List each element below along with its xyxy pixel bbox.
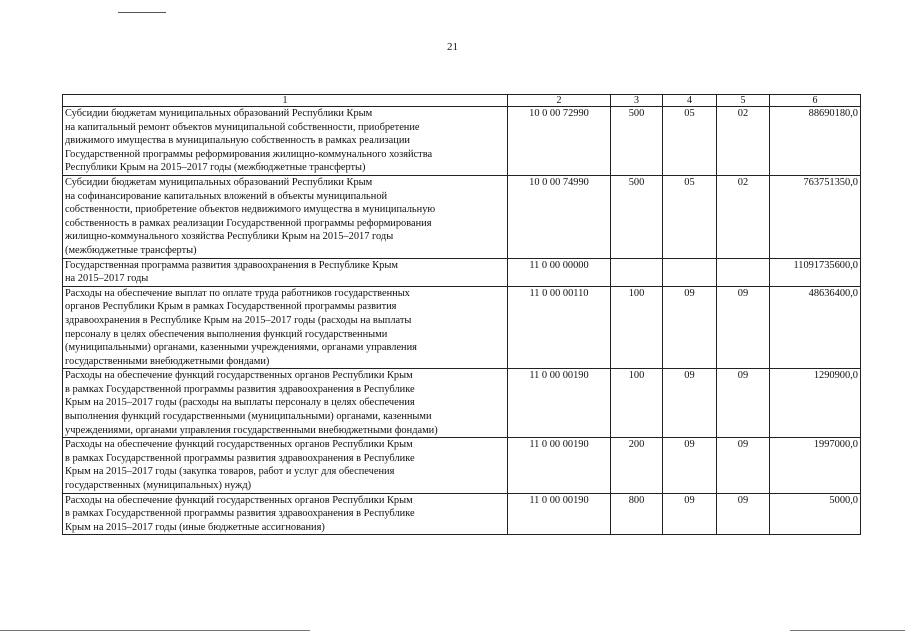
row-amount: 88690180,0 bbox=[770, 107, 861, 176]
row-amount: 1997000,0 bbox=[770, 438, 861, 493]
row-amount: 763751350,0 bbox=[770, 175, 861, 258]
row-amount: 5000,0 bbox=[770, 493, 861, 535]
row-subsection: 09 bbox=[717, 438, 770, 493]
row-expense-type: 100 bbox=[611, 369, 663, 438]
row-target-code: 11 0 00 00190 bbox=[508, 493, 611, 535]
row-subsection: 02 bbox=[717, 175, 770, 258]
row-section bbox=[663, 258, 717, 286]
table-row bbox=[63, 438, 861, 493]
row-subsection: 02 bbox=[717, 107, 770, 176]
row-expense-type bbox=[611, 258, 663, 286]
row-amount: 1290900,0 bbox=[770, 369, 861, 438]
row-target-code: 11 0 00 00190 bbox=[508, 369, 611, 438]
table-row bbox=[63, 493, 861, 535]
scan-artifact bbox=[790, 630, 905, 631]
header-col-5: 5 bbox=[717, 95, 770, 107]
row-expense-type: 500 bbox=[611, 175, 663, 258]
row-section: 09 bbox=[663, 438, 717, 493]
row-name: Расходы на обеспечение функций государственных органов Республики Крым в рамках Государственной программы развития здравоохранения в Республике Крым на 2015–2017 годы (расходы на выплаты персоналу в целях обеспечения выполнения функций государственными (муниципальными) органами, казенными учреждениями, органами управления государственными внебюджетными фондами) bbox=[63, 369, 508, 438]
header-row bbox=[63, 95, 861, 107]
table-row bbox=[63, 258, 861, 286]
row-name: Расходы на обеспечение функций государственных органов Республики Крым в рамках Государственной программы развития здравоохранения в Республике Крым на 2015–2017 годы (закупка товаров, работ и услуг для обеспечения государственных (муниципальных) нужд) bbox=[63, 438, 508, 493]
row-target-code: 10 0 00 74990 bbox=[508, 175, 611, 258]
header-col-3: 3 bbox=[611, 95, 663, 107]
row-target-code: 10 0 00 72990 bbox=[508, 107, 611, 176]
row-target-code: 11 0 00 00000 bbox=[508, 258, 611, 286]
row-amount: 48636400,0 bbox=[770, 286, 861, 369]
header-col-2: 2 bbox=[508, 95, 611, 107]
row-target-code: 11 0 00 00110 bbox=[508, 286, 611, 369]
row-expense-type: 500 bbox=[611, 107, 663, 176]
table-row bbox=[63, 107, 861, 176]
row-expense-type: 200 bbox=[611, 438, 663, 493]
row-subsection: 09 bbox=[717, 493, 770, 535]
header-col-4: 4 bbox=[663, 95, 717, 107]
header-col-1: 1 bbox=[63, 95, 508, 107]
row-section: 05 bbox=[663, 175, 717, 258]
table-row bbox=[63, 175, 861, 258]
budget-table bbox=[62, 94, 861, 535]
table-row bbox=[63, 369, 861, 438]
row-name: Субсидии бюджетам муниципальных образований Республики Крым на капитальный ремонт объектов муниципальной собственности, приобретение движимого имущества в муниципальную собственность в рамках реализации Государственной программы реформирования жилищно-коммунального хозяйства Республики Крым на 2015–2017 годы (межбюджетные трансферты) bbox=[63, 107, 508, 176]
row-amount: 11091735600,0 bbox=[770, 258, 861, 286]
row-name: Расходы на обеспечение функций государственных органов Республики Крым в рамках Государственной программы развития здравоохранения в Республике Крым на 2015–2017 годы (иные бюджетные ассигнования) bbox=[63, 493, 508, 535]
row-section: 05 bbox=[663, 107, 717, 176]
row-subsection: 09 bbox=[717, 286, 770, 369]
row-subsection bbox=[717, 258, 770, 286]
row-name: Субсидии бюджетам муниципальных образований Республики Крым на софинансирование капитальных вложений в объекты муниципальной собственности, приобретение объектов недвижимого имущества в муниципальную собственность в рамках реализации Государственной программы реформирования жилищно-коммунального хозяйства Республики Крым на 2015–2017 годы (межбюджетные трансферты) bbox=[63, 175, 508, 258]
page-number: 21 bbox=[447, 41, 458, 53]
row-name: Государственная программа развития здравоохранения в Республике Крым на 2015–2017 годы bbox=[63, 258, 508, 286]
row-section: 09 bbox=[663, 369, 717, 438]
row-section: 09 bbox=[663, 286, 717, 369]
scan-artifact bbox=[118, 12, 166, 13]
row-expense-type: 800 bbox=[611, 493, 663, 535]
header-col-6: 6 bbox=[770, 95, 861, 107]
row-target-code: 11 0 00 00190 bbox=[508, 438, 611, 493]
scan-artifact bbox=[0, 630, 310, 631]
row-name: Расходы на обеспечение выплат по оплате труда работников государственных органов Республики Крым в рамках Государственной программы развития здравоохранения в Республике Крым на 2015–2017 годы (расходы на выплаты персоналу в целях обеспечения выполнения функций государственными (муниципальными) органами, казенными учреждениями, органами управления государственными внебюджетными фондами) bbox=[63, 286, 508, 369]
row-expense-type: 100 bbox=[611, 286, 663, 369]
table-row bbox=[63, 286, 861, 369]
row-section: 09 bbox=[663, 493, 717, 535]
row-subsection: 09 bbox=[717, 369, 770, 438]
